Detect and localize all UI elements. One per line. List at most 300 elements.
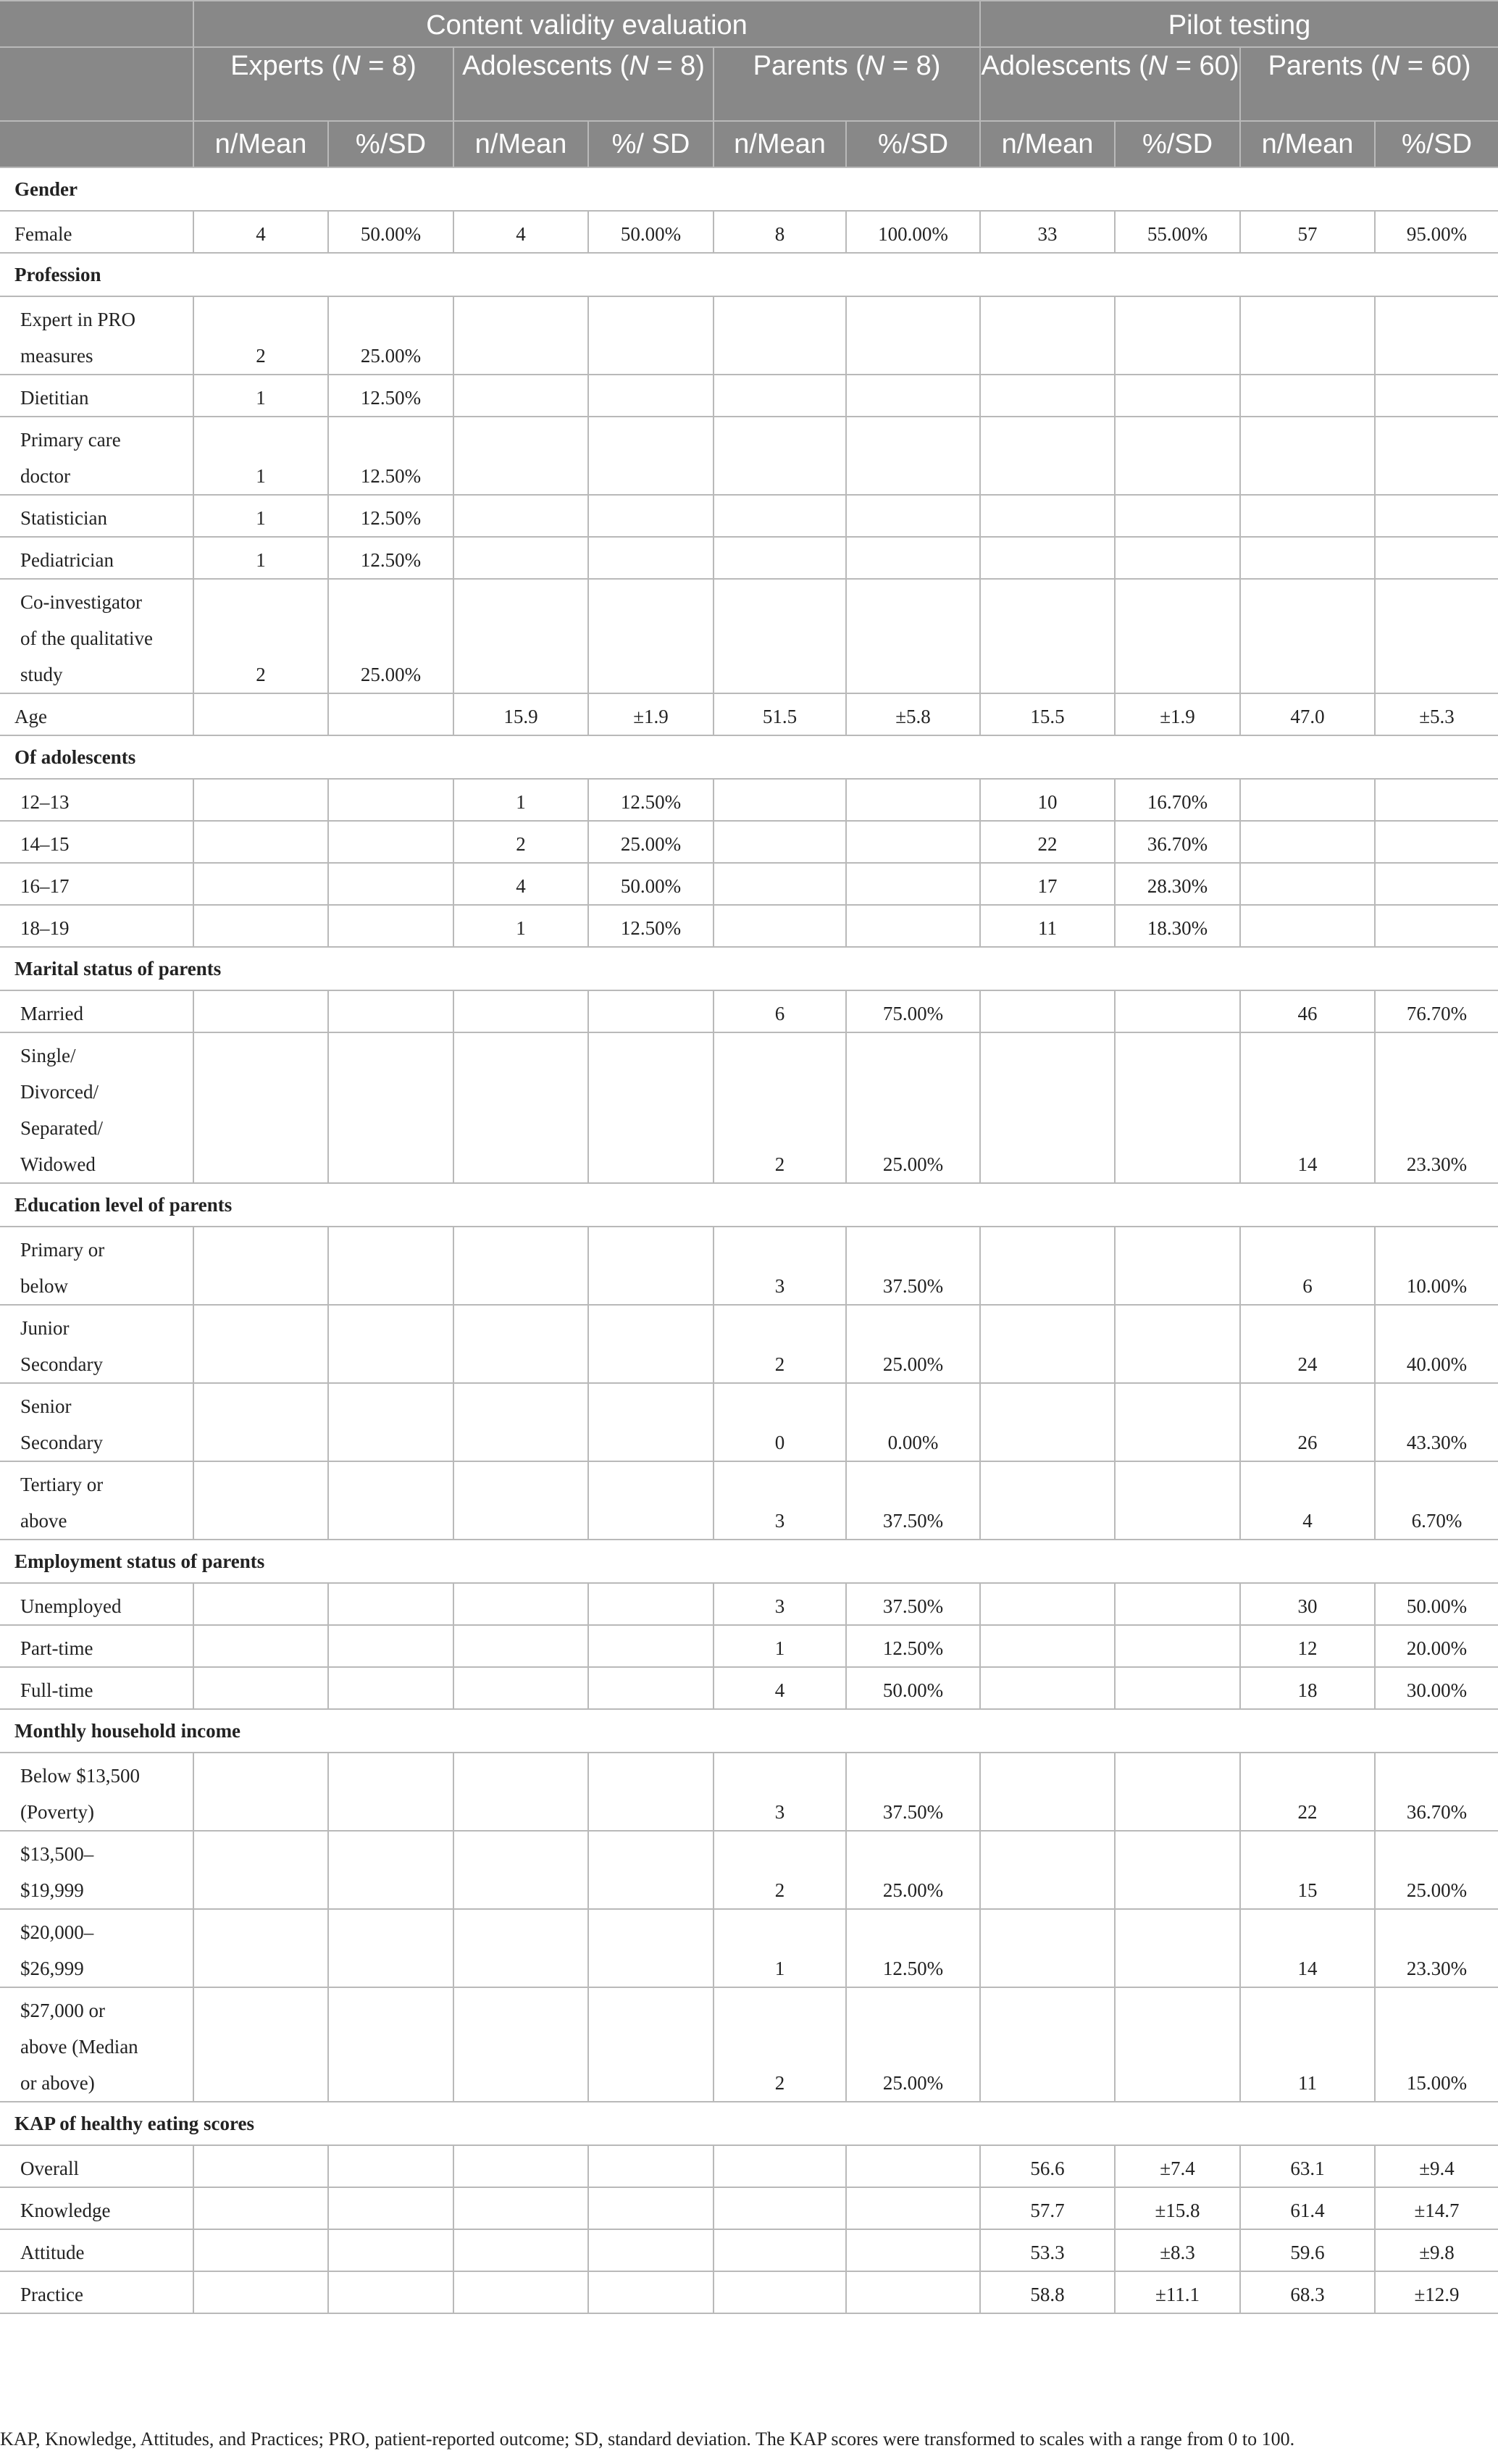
table-cell: 25.00%	[846, 1831, 980, 1909]
table-cell: 57.7	[980, 2187, 1115, 2229]
table-row	[1, 296, 1498, 375]
table-cell	[453, 2271, 588, 2313]
row-label: 18–19	[1, 905, 193, 947]
table-cell	[714, 2271, 846, 2313]
table-cell: 0.00%	[846, 1383, 980, 1461]
table-cell	[980, 1305, 1115, 1383]
header-corner	[1, 1, 193, 47]
section-title: Employment status of parents	[1, 1540, 1498, 1583]
table-cell	[1375, 579, 1498, 693]
table-cell: 37.50%	[846, 1583, 980, 1625]
table-cell	[1115, 990, 1240, 1032]
table-cell: 24	[1240, 1305, 1375, 1383]
table-cell: ±9.8	[1375, 2229, 1498, 2271]
table-cell: 12.50%	[328, 375, 453, 417]
table-cell	[193, 693, 328, 735]
table-cell: 15.5	[980, 693, 1115, 735]
table-cell: 0	[714, 1383, 846, 1461]
table-cell	[1115, 1383, 1240, 1461]
table-cell	[1115, 1305, 1240, 1383]
table-cell: 12	[1240, 1625, 1375, 1667]
table-cell: 3	[714, 1753, 846, 1831]
section-title: Monthly household income	[1, 1709, 1498, 1753]
table-cell: 1	[453, 779, 588, 821]
table-cell	[1115, 579, 1240, 693]
table-cell: 1	[453, 905, 588, 947]
row-label: Knowledge	[1, 2187, 193, 2229]
table-cell: 25.00%	[588, 821, 714, 863]
table-cell	[980, 417, 1115, 495]
table-cell	[193, 863, 328, 905]
table-cell	[588, 1227, 714, 1305]
table-row	[1, 1909, 1498, 1987]
table-cell	[980, 1753, 1115, 1831]
table-cell	[714, 863, 846, 905]
table-row	[1, 1831, 1498, 1909]
table-cell	[193, 2145, 328, 2187]
table-cell	[1240, 779, 1375, 821]
table-cell	[193, 1227, 328, 1305]
table-cell: 10	[980, 779, 1115, 821]
table-row	[1, 1583, 1498, 1625]
equals-sign: =	[1168, 51, 1200, 81]
section-row	[1, 2102, 1498, 2145]
table-cell	[328, 1987, 453, 2102]
table-row	[1, 2187, 1498, 2229]
table-cell	[193, 1909, 328, 1987]
table-cell	[588, 1625, 714, 1667]
table-cell	[453, 2145, 588, 2187]
subgroup-header	[193, 47, 453, 121]
table-cell: 10.00%	[1375, 1227, 1498, 1305]
row-label	[1, 1305, 193, 1383]
table-cell: 18	[1240, 1667, 1375, 1709]
table-cell: ±1.9	[1115, 693, 1240, 735]
table-cell: 6	[1240, 1227, 1375, 1305]
table-cell: ±5.3	[1375, 693, 1498, 735]
table-cell: 50.00%	[846, 1667, 980, 1709]
table-cell: 37.50%	[846, 1753, 980, 1831]
row-label	[1, 1909, 193, 1987]
table-cell: 55.00%	[1115, 211, 1240, 253]
stat-column-header: %/SD	[328, 121, 453, 167]
row-label-line: above	[20, 1510, 67, 1532]
subgroup-header	[980, 47, 1240, 121]
table-cell	[1375, 296, 1498, 375]
row-label-line: $13,500–	[20, 1843, 94, 1865]
table-cell	[453, 417, 588, 495]
table-cell: 25.00%	[328, 296, 453, 375]
table-row	[1, 905, 1498, 947]
table-cell	[588, 1305, 714, 1383]
header-corner	[1, 47, 193, 121]
table-cell	[714, 779, 846, 821]
table-cell	[328, 905, 453, 947]
table-cell	[193, 1667, 328, 1709]
table-cell: ±14.7	[1375, 2187, 1498, 2229]
table-cell: 33	[980, 211, 1115, 253]
table-cell: 11	[1240, 1987, 1375, 2102]
table-cell	[714, 905, 846, 947]
table-cell: 1	[193, 537, 328, 579]
table-cell	[328, 863, 453, 905]
equals-sign: =	[648, 51, 681, 81]
table-cell: 50.00%	[588, 211, 714, 253]
table-cell	[588, 579, 714, 693]
stat-column-header: n/Mean	[714, 121, 846, 167]
table-cell: 59.6	[1240, 2229, 1375, 2271]
table-cell: 2	[193, 296, 328, 375]
table-cell	[588, 2187, 714, 2229]
table-cell	[453, 1625, 588, 1667]
row-label: Practice	[1, 2271, 193, 2313]
table-cell	[846, 375, 980, 417]
table-cell: 15.00%	[1375, 1987, 1498, 2102]
paren-open: (	[324, 51, 341, 81]
table-cell: 3	[714, 1227, 846, 1305]
stat-column-header: %/ SD	[588, 121, 714, 167]
table-cell: 4	[453, 211, 588, 253]
table-row	[1, 1987, 1498, 2102]
row-label-line: (Poverty)	[20, 1801, 94, 1823]
table-cell: 4	[193, 211, 328, 253]
table-cell: 76.70%	[1375, 990, 1498, 1032]
table-cell	[1240, 375, 1375, 417]
table-cell: 2	[453, 821, 588, 863]
table-cell	[453, 495, 588, 537]
table-cell: 57	[1240, 211, 1375, 253]
n-symbol: N	[864, 51, 885, 81]
row-label	[1, 1461, 193, 1540]
table-footnote: KAP, Knowledge, Attitudes, and Practices; PRO, patient-reported outcome; SD, standard deviation. The KAP scores were transformed to scales with a range from 0 to 100.	[0, 2428, 1295, 2450]
table-cell	[588, 1461, 714, 1540]
row-label: 14–15	[1, 821, 193, 863]
table-cell: 17	[980, 863, 1115, 905]
table-cell: 14	[1240, 1032, 1375, 1183]
subgroup-name: Parents	[753, 51, 848, 81]
table-cell	[328, 990, 453, 1032]
table-cell	[328, 2187, 453, 2229]
table-row	[1, 211, 1498, 253]
table-cell	[1115, 296, 1240, 375]
table-row	[1, 693, 1498, 735]
table-cell: ±5.8	[846, 693, 980, 735]
paren-close: )	[1229, 51, 1239, 81]
table-cell	[588, 296, 714, 375]
row-label-line: Separated/	[20, 1117, 103, 1139]
row-label	[1, 417, 193, 495]
n-symbol: N	[340, 51, 361, 81]
table-cell: 25.00%	[846, 1305, 980, 1383]
table-cell	[588, 990, 714, 1032]
table-cell	[980, 579, 1115, 693]
table-cell	[453, 2187, 588, 2229]
table-header	[1, 1, 1498, 167]
section-title: Marital status of parents	[1, 947, 1498, 990]
table-cell	[1115, 1032, 1240, 1183]
row-label-line: Widowed	[20, 1153, 96, 1175]
table-cell	[1115, 537, 1240, 579]
table-cell	[846, 905, 980, 947]
table-cell	[588, 1032, 714, 1183]
table-cell	[980, 296, 1115, 375]
table-cell	[714, 821, 846, 863]
table-cell	[328, 1305, 453, 1383]
subgroup-header	[714, 47, 980, 121]
table-cell	[588, 1667, 714, 1709]
table-cell	[453, 1383, 588, 1461]
table-cell	[1115, 1667, 1240, 1709]
subgroup-n: 60	[1199, 51, 1230, 81]
table-row	[1, 1753, 1498, 1831]
row-label-line: below	[20, 1275, 68, 1297]
subgroup-name: Adolescents	[462, 51, 613, 81]
row-label	[1, 1383, 193, 1461]
table-cell	[980, 495, 1115, 537]
table-cell	[846, 779, 980, 821]
row-label: Female	[1, 211, 193, 253]
row-label: Part-time	[1, 1625, 193, 1667]
table-cell	[980, 1583, 1115, 1625]
row-label-line: Senior	[20, 1395, 72, 1417]
table-cell	[714, 537, 846, 579]
table-cell	[1115, 1987, 1240, 2102]
table-cell: 2	[193, 579, 328, 693]
table-cell: 1	[193, 375, 328, 417]
group-header-pilot-testing: Pilot testing	[980, 1, 1498, 47]
paren-close: )	[1461, 51, 1471, 81]
row-label-line: Tertiary or	[20, 1474, 104, 1495]
table-row	[1, 2271, 1498, 2313]
table-cell: ±9.4	[1375, 2145, 1498, 2187]
row-label	[1, 296, 193, 375]
row-label: Pediatrician	[1, 537, 193, 579]
table-cell: 37.50%	[846, 1227, 980, 1305]
table-cell	[714, 417, 846, 495]
table-cell: 12.50%	[588, 779, 714, 821]
table-cell	[714, 375, 846, 417]
table-cell	[1115, 1583, 1240, 1625]
table-cell	[453, 579, 588, 693]
table-cell	[453, 1032, 588, 1183]
table-cell	[980, 1461, 1115, 1540]
table-cell	[588, 1753, 714, 1831]
table-row	[1, 537, 1498, 579]
table-row	[1, 579, 1498, 693]
table-cell: 61.4	[1240, 2187, 1375, 2229]
row-label-line: Co-investigator	[20, 591, 142, 613]
table-cell	[453, 296, 588, 375]
table-cell	[980, 1831, 1115, 1909]
table-cell	[193, 1831, 328, 1909]
table-cell: 12.50%	[846, 1625, 980, 1667]
table-row	[1, 2145, 1498, 2187]
table-cell	[453, 1667, 588, 1709]
row-label: Unemployed	[1, 1583, 193, 1625]
table-row	[1, 1625, 1498, 1667]
stat-column-header: %/SD	[846, 121, 980, 167]
table-cell	[328, 821, 453, 863]
table-cell: 68.3	[1240, 2271, 1375, 2313]
table-cell	[980, 1987, 1115, 2102]
table-cell	[1375, 905, 1498, 947]
table-cell	[193, 1987, 328, 2102]
table-cell: 22	[980, 821, 1115, 863]
section-row	[1, 1709, 1498, 1753]
table-cell	[453, 1305, 588, 1383]
table-cell	[980, 1909, 1115, 1987]
table-cell	[193, 1383, 328, 1461]
subgroup-header	[453, 47, 714, 121]
section-row	[1, 1540, 1498, 1583]
table-cell	[328, 1032, 453, 1183]
row-label-line: Below $13,500	[20, 1765, 140, 1787]
table-cell	[328, 779, 453, 821]
table-cell: 12.50%	[588, 905, 714, 947]
section-title: Profession	[1, 253, 1498, 296]
row-label-line: Divorced/	[20, 1081, 99, 1103]
table-cell	[193, 1753, 328, 1831]
table-cell: ±7.4	[1115, 2145, 1240, 2187]
section-title: Of adolescents	[1, 735, 1498, 779]
table-cell: 37.50%	[846, 1461, 980, 1540]
table-cell: 12.50%	[328, 495, 453, 537]
paren-open: (	[612, 51, 629, 81]
stat-column-header: n/Mean	[980, 121, 1115, 167]
equals-sign: =	[1399, 51, 1431, 81]
table-cell: 43.30%	[1375, 1383, 1498, 1461]
stat-column-header: %/SD	[1115, 121, 1240, 167]
table-cell: 23.30%	[1375, 1032, 1498, 1183]
table-cell: 36.70%	[1375, 1753, 1498, 1831]
row-label-line: Secondary	[20, 1432, 103, 1453]
table-cell	[453, 1987, 588, 2102]
table-cell	[328, 1909, 453, 1987]
table-cell	[1240, 537, 1375, 579]
row-label: 12–13	[1, 779, 193, 821]
stat-column-header: %/SD	[1375, 121, 1498, 167]
table-cell	[980, 990, 1115, 1032]
table-cell	[328, 2229, 453, 2271]
table-cell	[1115, 417, 1240, 495]
header-corner	[1, 121, 193, 167]
table-cell: 18.30%	[1115, 905, 1240, 947]
row-label-line: $27,000 or	[20, 2000, 105, 2021]
table-cell	[588, 537, 714, 579]
table-cell	[1375, 537, 1498, 579]
table-cell	[328, 1753, 453, 1831]
subgroup-n: 8	[680, 51, 696, 81]
table-cell: 15	[1240, 1831, 1375, 1909]
n-symbol: N	[629, 51, 649, 81]
table-cell: 1	[714, 1625, 846, 1667]
row-label: Full-time	[1, 1667, 193, 1709]
subgroup-name: Adolescents	[981, 51, 1131, 81]
section-title: Gender	[1, 167, 1498, 211]
table-cell	[1115, 495, 1240, 537]
table-cell	[588, 1909, 714, 1987]
table-cell	[453, 1583, 588, 1625]
table-row	[1, 495, 1498, 537]
table-cell	[846, 2187, 980, 2229]
table-cell: 12.50%	[328, 537, 453, 579]
table-row	[1, 1383, 1498, 1461]
table-cell: 12.50%	[846, 1909, 980, 1987]
table-cell: 30	[1240, 1583, 1375, 1625]
row-label-line: Primary or	[20, 1239, 105, 1261]
table-cell	[328, 693, 453, 735]
table-cell	[980, 1032, 1115, 1183]
table-cell	[1240, 821, 1375, 863]
paren-close: )	[407, 51, 417, 81]
subgroup-header	[1240, 47, 1498, 121]
table-cell	[980, 1667, 1115, 1709]
subgroup-n: 60	[1431, 51, 1462, 81]
table-cell: 100.00%	[846, 211, 980, 253]
table-row	[1, 2229, 1498, 2271]
table-cell: 30.00%	[1375, 1667, 1498, 1709]
table-row	[1, 779, 1498, 821]
row-label-line: study	[20, 664, 63, 685]
row-label-line: $26,999	[20, 1958, 84, 1979]
table-cell: 4	[1240, 1461, 1375, 1540]
table-cell	[193, 2229, 328, 2271]
subgroup-n: 8	[392, 51, 408, 81]
table-cell: 6	[714, 990, 846, 1032]
table-cell	[1375, 863, 1498, 905]
table-cell	[1240, 495, 1375, 537]
row-label	[1, 1227, 193, 1305]
subgroup-n: 8	[916, 51, 932, 81]
table-cell	[1115, 1831, 1240, 1909]
stat-column-header: n/Mean	[193, 121, 328, 167]
table-cell	[193, 779, 328, 821]
table-cell: 1	[714, 1909, 846, 1987]
table-cell	[846, 821, 980, 863]
table-cell	[714, 2187, 846, 2229]
subgroup-name: Experts	[230, 51, 325, 81]
table-cell	[1115, 1625, 1240, 1667]
section-row	[1, 947, 1498, 990]
table-cell	[1375, 821, 1498, 863]
section-row	[1, 167, 1498, 211]
row-label: Dietitian	[1, 375, 193, 417]
equals-sign: =	[884, 51, 916, 81]
table-row	[1, 417, 1498, 495]
row-label-line: Expert in PRO	[20, 309, 135, 330]
table-row	[1, 1305, 1498, 1383]
table-cell: 50.00%	[588, 863, 714, 905]
table-cell: 26	[1240, 1383, 1375, 1461]
table-cell	[328, 1383, 453, 1461]
row-label-line: $20,000–	[20, 1921, 94, 1943]
table-cell	[588, 2229, 714, 2271]
table-cell	[588, 2271, 714, 2313]
table-cell	[1375, 375, 1498, 417]
table-cell: ±11.1	[1115, 2271, 1240, 2313]
table-cell	[846, 2145, 980, 2187]
table-cell: 40.00%	[1375, 1305, 1498, 1383]
table-cell	[453, 1909, 588, 1987]
n-symbol: N	[1379, 51, 1400, 81]
table-cell: ±1.9	[588, 693, 714, 735]
row-label-line: Primary care	[20, 429, 121, 451]
table-cell: 47.0	[1240, 693, 1375, 735]
equals-sign: =	[360, 51, 392, 81]
table-cell	[193, 1461, 328, 1540]
table-cell	[453, 1227, 588, 1305]
table-cell	[1115, 375, 1240, 417]
